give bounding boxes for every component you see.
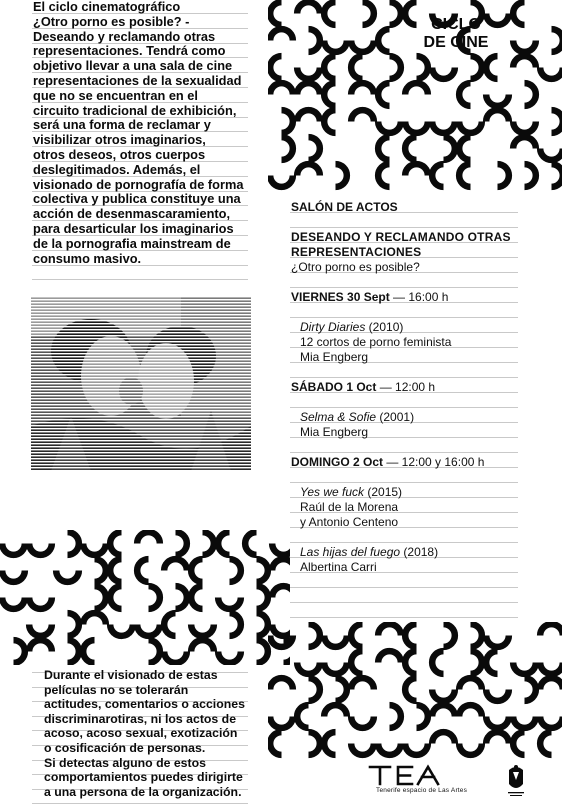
arc-shape: [405, 651, 416, 674]
arc-shape: [540, 149, 562, 160]
arc-shape: [257, 586, 268, 609]
tea-tagline: Tenerife espacio de Las Artes: [376, 787, 468, 794]
arc-shape: [56, 571, 79, 582]
arc-shape: [417, 56, 428, 79]
paragraph-line: acción de desenmascaramiento,: [33, 206, 231, 222]
arc-shape: [297, 110, 320, 121]
film-director: Raúl de la Morena: [300, 500, 399, 514]
arc-shape: [110, 559, 121, 582]
arc-shape: [270, 678, 293, 689]
arc-shape: [459, 137, 470, 160]
cycle-title-line2: REPRESENTACIONES: [291, 245, 422, 259]
film-director: Mia Engberg: [300, 425, 369, 439]
session-3-heading: [291, 455, 484, 470]
arc-shape: [351, 83, 374, 94]
rule-line: [290, 377, 518, 378]
paragraph-line: acoso, acoso sexual, exotización: [44, 726, 238, 741]
cycle-title-line1: DESEANDO Y RECLAMANDO OTRAS: [291, 230, 511, 244]
arc-shape: [525, 83, 536, 106]
arc-shape: [432, 690, 455, 701]
rule-line: [32, 279, 248, 280]
arc-shape: [95, 559, 106, 582]
arc-shape: [137, 559, 148, 582]
arc-shape: [405, 122, 428, 133]
arc-shape: [540, 68, 562, 79]
arc-shape: [540, 663, 562, 674]
arc-shape: [513, 56, 536, 67]
arc-shape: [297, 2, 320, 13]
rule-line: [290, 482, 518, 483]
arc-shape: [552, 164, 562, 187]
arc-shape: [378, 624, 401, 635]
arc-shape: [432, 122, 455, 133]
arc-shape: [486, 651, 497, 674]
arc-shape: [29, 625, 52, 636]
arc-shape: [29, 640, 52, 651]
paragraph-line: representaciones de la sexualidad: [33, 72, 242, 88]
arc-shape: [432, 651, 443, 674]
arc-shape: [230, 613, 241, 636]
arc-shape: [525, 678, 536, 701]
arc-shape: [552, 29, 562, 52]
arc-shape: [309, 624, 320, 647]
rule-line: [290, 317, 518, 318]
rule-line: [290, 227, 518, 228]
paragraph-line: visionado de pornografía de forma: [33, 176, 244, 192]
rule-line: [290, 542, 518, 543]
arc-shape: [270, 176, 293, 187]
film-extra: 12 cortos de porno feminista: [300, 335, 452, 349]
paragraph-line: películas no se tolerarán: [44, 682, 189, 697]
arc-shape: [29, 598, 52, 609]
arc-shape: [336, 678, 347, 701]
arc-shape: [390, 705, 401, 728]
arc-shape: [176, 532, 187, 555]
arc-shape: [324, 83, 335, 106]
paragraph-line: o cosificación de personas.: [44, 740, 206, 755]
paragraph-line: El ciclo cinematográfico: [33, 0, 181, 14]
arc-shape: [272, 544, 290, 555]
arc-shape: [432, 164, 443, 187]
arc-shape: [2, 544, 25, 555]
session-1-day: VIERNES 30 Sept: [291, 290, 390, 304]
arc-shape: [14, 640, 25, 663]
arc-shape: [459, 122, 482, 133]
arc-shape: [83, 613, 106, 624]
session-2-heading: [291, 380, 435, 395]
arc-shape: [486, 732, 509, 743]
arc-shape: [378, 137, 389, 160]
film-director-2: y Antonio Centeno: [300, 515, 399, 529]
arc-shape: [297, 68, 320, 79]
arc-shape: [351, 717, 374, 728]
rule-line: [290, 617, 518, 618]
arc-shape: [324, 663, 347, 674]
cycle-subtitle: ¿Otro porno es posible?: [291, 260, 420, 274]
arc-shape: [164, 652, 187, 663]
arc-shape: [459, 744, 482, 755]
rule-line: [290, 407, 518, 408]
arc-shape: [203, 532, 214, 555]
arc-shape: [270, 56, 281, 79]
paragraph-line: comportamientos puedes dirigirte: [44, 770, 243, 785]
arc-shape: [378, 29, 389, 52]
film-year: (2015): [364, 485, 403, 499]
arc-pattern-middle-left: [0, 530, 290, 665]
arc-shape: [282, 137, 293, 160]
cycle-header-line1: CICLO: [431, 16, 481, 33]
rule-line: [290, 452, 518, 453]
arc-shape: [432, 705, 455, 716]
rule-line: [32, 803, 248, 804]
arc-shape: [540, 717, 562, 728]
arc-shape: [540, 732, 551, 755]
arc-shape: [230, 559, 241, 582]
arc-shape: [351, 624, 362, 647]
arc-shape: [191, 625, 214, 636]
arc-shape: [459, 83, 470, 106]
arc-shape: [218, 532, 229, 555]
arc-shape: [282, 110, 293, 133]
paragraph-line: deslegitimados. Además, el: [33, 161, 201, 177]
film-title: Las hijas del fuego: [300, 545, 401, 559]
arc-shape: [378, 122, 401, 133]
paragraph-line: de la pornografia mainstream de: [33, 235, 231, 251]
arc-shape: [324, 2, 335, 25]
paragraph-line: que no se encuentran en el: [33, 87, 198, 103]
arc-shape: [68, 640, 79, 663]
arc-shape: [498, 164, 509, 187]
arc-shape: [297, 663, 320, 674]
arc-shape: [297, 705, 308, 728]
arc-shape: [110, 532, 121, 555]
arc-shape: [309, 29, 320, 52]
arc-shape: [270, 717, 293, 728]
film-yes-we-fuck: [291, 485, 402, 500]
arc-shape: [486, 14, 509, 25]
arc-shape: [149, 586, 160, 609]
arc-shape: [459, 164, 470, 187]
arc-shape: [351, 744, 374, 755]
arc-shape: [257, 640, 268, 663]
arc-shape: [471, 56, 482, 79]
paragraph-line: colectiva y publica constituye una: [33, 191, 241, 207]
arc-shape: [486, 636, 509, 647]
arc-shape: [432, 68, 455, 79]
arc-shape: [417, 705, 428, 728]
arc-shape: [270, 29, 293, 40]
paragraph-line: actitudes, comentarios o acciones: [44, 697, 245, 712]
arc-shape: [191, 640, 214, 651]
cycle-header-line2: DE CINE: [423, 34, 489, 51]
arc-shape: [471, 624, 482, 647]
arc-shape: [444, 624, 455, 647]
session-2-time: — 12:00 h: [376, 380, 436, 394]
venue-label: SALÓN DE ACTOS: [291, 200, 398, 214]
arc-shape: [164, 559, 187, 570]
arc-shape: [324, 56, 335, 79]
paragraph-line: a una persona de la organización.: [44, 784, 242, 799]
film-director: Mia Engberg: [300, 350, 369, 364]
paragraph-line: Durante el visionado de estas: [44, 668, 218, 682]
rule-line: [290, 587, 518, 588]
arc-shape: [324, 705, 347, 716]
arc-pattern-top-right: [268, 0, 562, 196]
arc-shape: [471, 651, 482, 674]
arc-shape: [137, 625, 160, 636]
paragraph-line: objetivo llevar a una sala de cine: [33, 58, 233, 74]
arc-shape: [486, 95, 509, 106]
arc-shape: [324, 41, 347, 52]
arc-shape: [137, 532, 160, 543]
session-3-time: — 12:00 y 16:00 h: [383, 455, 485, 469]
arc-shape: [486, 110, 509, 121]
session-1-heading: [291, 290, 448, 305]
conduct-notice: [44, 668, 264, 799]
arc-shape: [95, 586, 106, 609]
arc-shape: [164, 613, 175, 636]
arc-shape: [149, 640, 160, 663]
film-title: Yes we fuck: [300, 485, 365, 499]
arc-shape: [486, 717, 509, 728]
film-selma-sofie: [291, 410, 414, 425]
arc-shape: [405, 164, 428, 175]
paragraph-line: representaciones. Tendrá como: [33, 43, 226, 59]
arc-shape: [351, 110, 374, 121]
arc-shape: [513, 663, 536, 674]
arc-shape: [270, 2, 281, 25]
arc-shape: [68, 613, 79, 636]
arc-shape: [2, 598, 25, 609]
arc-shape: [351, 56, 362, 79]
arc-shape: [513, 2, 524, 25]
arc-shape: [245, 532, 256, 555]
arc-shape: [405, 678, 416, 701]
arc-shape: [351, 678, 374, 689]
film-director: Albertina Carri: [300, 560, 377, 574]
arc-shape: [363, 2, 374, 25]
paragraph-line: será una forma de reclamar y: [33, 117, 211, 133]
arc-shape: [270, 83, 293, 94]
film-las-hijas-del-fuego: [291, 545, 438, 560]
intro-paragraph: [33, 0, 243, 266]
rule-line: [290, 287, 518, 288]
arc-shape: [83, 544, 106, 555]
paragraph-line: consumo masivo.: [33, 250, 142, 266]
arc-shape: [405, 624, 416, 647]
session-1-time: — 16:00 h: [389, 290, 449, 304]
session-3-day: DOMINGO 2 Oct: [291, 455, 384, 469]
arc-shape: [191, 586, 202, 609]
film-year: (2001): [376, 410, 415, 424]
arc-shape: [110, 625, 133, 636]
arc-shape: [390, 2, 401, 25]
arc-shape: [351, 41, 374, 52]
arc-pattern-bottom-right: [268, 622, 562, 760]
arc-shape: [309, 137, 320, 160]
arc-shape: [405, 2, 416, 25]
arc-shape: [83, 640, 94, 663]
arc-shape: [513, 717, 536, 728]
arc-shape: [68, 532, 79, 555]
arc-shape: [390, 56, 401, 79]
arc-shape: [378, 164, 389, 187]
film-dirty-diaries: [291, 320, 403, 335]
arc-shape: [444, 137, 455, 160]
film-year: (2010): [365, 320, 404, 334]
paragraph-line: visibilizar otros imaginarios,: [33, 132, 206, 148]
arc-shape: [324, 110, 335, 133]
arc-shape: [270, 732, 281, 755]
arc-shape: [297, 83, 320, 94]
arc-shape: [471, 2, 482, 25]
arc-shape: [257, 613, 268, 636]
arc-shape: [459, 29, 470, 52]
paragraph-line: ¿Otro porno es posible? -: [33, 13, 190, 29]
arc-shape: [351, 651, 362, 674]
kissing-couple-photo-icon: [31, 296, 251, 471]
tea-logo-icon: [368, 764, 448, 786]
paragraph-line: discriminarotiras, ni los actos de: [44, 711, 237, 726]
film-year: (2018): [400, 545, 439, 559]
session-2-day: SÁBADO 1 Oct: [291, 380, 377, 394]
arc-shape: [324, 636, 347, 647]
arc-shape: [378, 83, 389, 106]
paragraph-line: para desarticular los imaginarios: [33, 220, 234, 236]
cabildo-crest-icon: [505, 764, 527, 800]
paragraph-line: Si detectas alguno de estos: [44, 755, 206, 770]
paragraph-line: Deseando y reclamando otras: [33, 28, 216, 44]
arc-shape: [513, 137, 536, 148]
arc-shape: [486, 690, 509, 701]
arc-shape: [486, 56, 497, 79]
film-title: Dirty Diaries: [300, 320, 366, 334]
arc-shape: [540, 678, 562, 689]
paragraph-line: otros deseos, otros cuerpos: [33, 146, 206, 162]
arc-shape: [270, 636, 293, 647]
rule-line: [290, 602, 518, 603]
arc-shape: [432, 732, 455, 743]
arc-shape: [272, 586, 290, 597]
arc-shape: [324, 732, 335, 755]
arc-shape: [552, 110, 562, 133]
arc-shape: [405, 744, 428, 755]
arc-shape: [2, 571, 25, 582]
arc-shape: [513, 122, 536, 133]
arc-shape: [272, 559, 290, 570]
arc-shape: [297, 164, 320, 175]
arc-shape: [513, 41, 536, 52]
arc-shape: [309, 678, 320, 701]
arc-shape: [459, 705, 482, 716]
arc-shape: [540, 624, 562, 635]
arc-shape: [378, 744, 401, 755]
arc-shape: [176, 586, 187, 609]
arc-shape: [513, 732, 524, 755]
arc-shape: [432, 14, 455, 25]
arc-shape: [191, 559, 202, 582]
arc-shape: [405, 83, 428, 94]
arc-shape: [405, 137, 416, 160]
arc-shape: [309, 732, 320, 755]
arc-shape: [218, 598, 241, 609]
arc-shape: [29, 544, 52, 555]
arc-shape: [378, 651, 401, 662]
arc-shape: [110, 586, 121, 609]
arc-shape: [459, 678, 482, 689]
arc-shape: [336, 164, 347, 187]
arc-shape: [525, 164, 536, 187]
paragraph-line: circuito tradicional de exhibición,: [33, 102, 237, 118]
arc-shape: [257, 559, 268, 582]
film-title: Selma & Sofie: [300, 410, 377, 424]
arc-shape: [218, 652, 241, 663]
